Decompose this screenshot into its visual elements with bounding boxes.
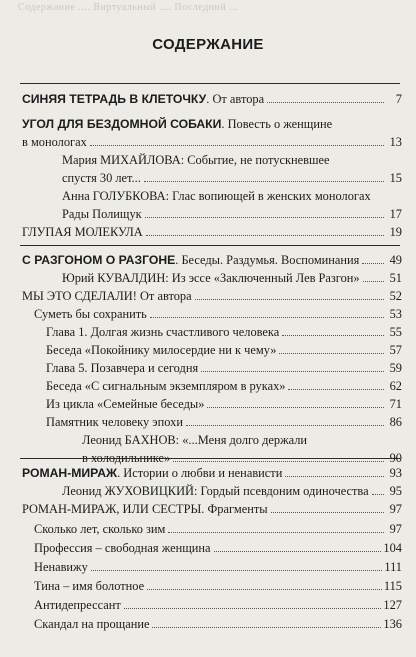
page-number: 52 xyxy=(389,289,402,303)
toc-entry: Беседа «С сигнальным экземпляром в руках» 62 xyxy=(46,379,402,393)
page-number: 59 xyxy=(389,361,402,375)
page-number: 13 xyxy=(389,135,402,149)
section-divider xyxy=(20,83,400,84)
toc-entry: Антидепрессант 127 xyxy=(34,598,402,612)
toc-entry: РОМАН-МИРАЖ, ИЛИ СЕСТРЫ. Фрагменты 97 xyxy=(22,502,402,516)
page-number: 17 xyxy=(389,207,402,221)
toc-entry: Памятник человеку эпохи 86 xyxy=(46,415,402,429)
page-number: 51 xyxy=(389,271,402,285)
page-number: 111 xyxy=(384,560,402,574)
toc-entry: Рады Полищук 17 xyxy=(62,207,402,221)
toc-entry: Скандал на прощание 136 xyxy=(34,617,402,631)
page-number: 71 xyxy=(389,397,402,411)
toc-entry: СИНЯЯ ТЕТРАДЬ В КЛЕТОЧКУ. От автора 7 xyxy=(22,92,402,106)
toc-entry: в холодильнике» 90 xyxy=(82,451,402,465)
toc-entry: Профессия – свободная женщина 104 xyxy=(34,541,402,555)
toc-entry: Мария МИХАЙЛОВА: Событие, не потускневшее xyxy=(62,153,330,167)
toc-entry: УГОЛ ДЛЯ БЕЗДОМНОЙ СОБАКИ. Повесть о женщине xyxy=(22,117,333,131)
toc-entry: МЫ ЭТО СДЕЛАЛИ! От автора 52 xyxy=(22,289,402,303)
page-number: 90 xyxy=(389,451,402,465)
toc-entry: Ненавижу 111 xyxy=(34,560,402,574)
toc-entry: Тина – имя болотное 115 xyxy=(34,579,402,593)
page-number: 19 xyxy=(389,225,402,239)
page-title: СОДЕРЖАНИЕ xyxy=(152,36,264,53)
toc-entry: Леонид БАХНОВ: «...Меня долго держали xyxy=(82,433,308,447)
bleed-through-text: Содержание .... Виртуальный .... Последний ... xyxy=(18,2,239,13)
toc-entry: Из цикла «Семейные беседы» 71 xyxy=(46,397,402,411)
toc-entry: спустя 30 лет... 15 xyxy=(62,171,402,185)
toc-entry: РОМАН-МИРАЖ. Истории о любви и ненависти 93 xyxy=(22,466,402,480)
page-number: 127 xyxy=(383,598,402,612)
page-number: 97 xyxy=(389,502,402,516)
toc-entry: Глава 1. Долгая жизнь счастливого человека 55 xyxy=(46,325,402,339)
page-number: 57 xyxy=(389,343,402,357)
toc-entry: Суметь бы сохранить 53 xyxy=(34,307,402,321)
toc-entry: Глава 5. Позавчера и сегодня 59 xyxy=(46,361,402,375)
page-number: 104 xyxy=(383,541,402,555)
page-number: 95 xyxy=(389,484,402,498)
section-divider xyxy=(20,245,400,246)
page-number: 136 xyxy=(383,617,402,631)
toc-entry: Анна ГОЛУБКОВА: Глас вопиющей в женских монологах xyxy=(62,189,371,203)
page-number: 93 xyxy=(389,466,402,480)
page-number: 53 xyxy=(389,307,402,321)
page-number: 49 xyxy=(389,253,402,267)
page-number: 97 xyxy=(389,522,402,536)
page-number: 86 xyxy=(389,415,402,429)
toc-entry: Леонид ЖУХОВИЦКИЙ: Гордый псевдоним одиночества 95 xyxy=(62,484,402,498)
page-number: 7 xyxy=(395,92,402,106)
toc-entry: Беседа «Покойнику милосердие ни к чему» 57 xyxy=(46,343,402,357)
toc-entry: ГЛУПАЯ МОЛЕКУЛА 19 xyxy=(22,225,402,239)
page-number: 115 xyxy=(383,579,402,593)
page-number: 55 xyxy=(389,325,402,339)
page-number: 15 xyxy=(389,171,402,185)
page-number: 62 xyxy=(389,379,402,393)
toc-entry: Сколько лет, сколько зим 97 xyxy=(34,522,402,536)
toc-entry: С РАЗГОНОМ О РАЗГОНЕ. Беседы. Раздумья. Воспоминания 49 xyxy=(22,253,402,267)
toc-entry: в монологах 13 xyxy=(22,135,402,149)
toc-entry: Юрий КУВАЛДИН: Из эссе «Заключенный Лев Разгон» 51 xyxy=(62,271,402,285)
